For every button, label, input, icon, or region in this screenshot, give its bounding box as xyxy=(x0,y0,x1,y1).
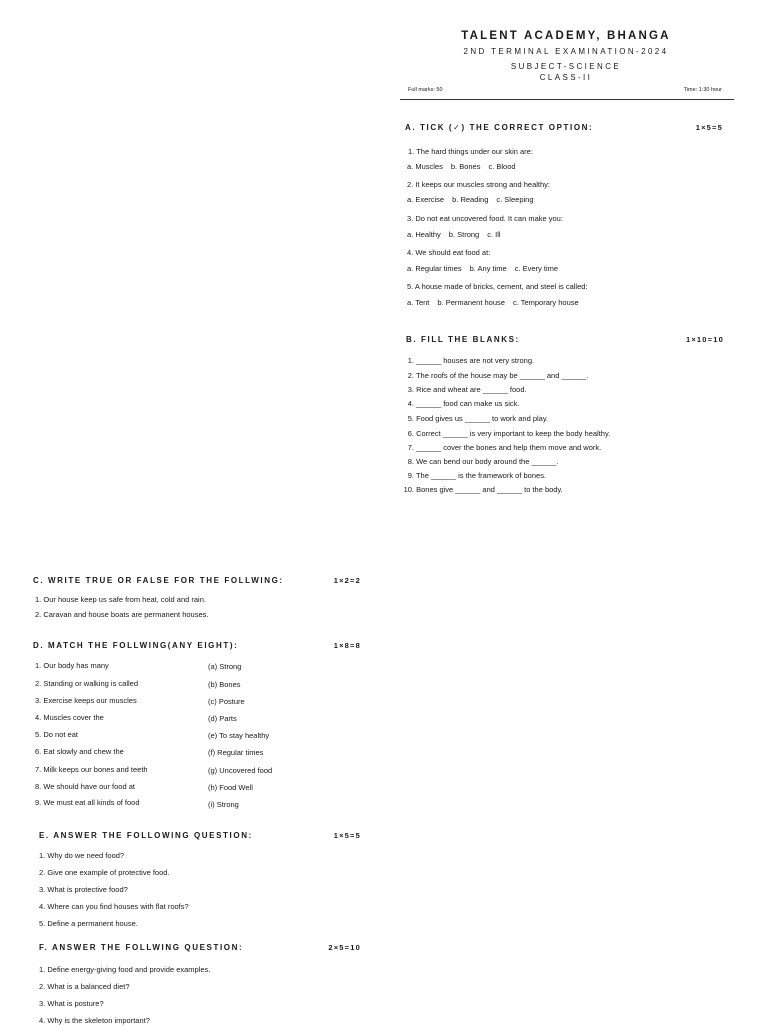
question-item: 1. Why do we need food? xyxy=(39,851,125,860)
true-false-item: 2. Caravan and house boats are permanent houses. xyxy=(35,610,209,619)
question-text: 5. A house made of bricks, cement, and steel is called: xyxy=(407,282,588,291)
match-right-item: (b) Bones xyxy=(208,680,241,689)
match-right-item: (a) Strong xyxy=(208,662,242,671)
fill-blank-item: 6. Correct ______ is very important to keep the body healthy. xyxy=(407,429,611,438)
option-list xyxy=(407,162,524,172)
option-list xyxy=(407,264,566,274)
exam-title: 2ND TERMINAL EXAMINATION-2024 xyxy=(463,47,669,56)
match-left-item: 2. Standing or walking is called xyxy=(35,679,138,688)
match-right-item: (h) Food Well xyxy=(208,783,253,792)
option: c. Ill xyxy=(487,230,501,239)
match-right-item: (f) Regular times xyxy=(208,748,264,757)
section-d-title: D. MATCH THE FOLLWING(ANY EIGHT): xyxy=(33,641,239,650)
fill-blank-item: 9. The ______ is the framework of bones. xyxy=(407,471,547,480)
match-left-item: 5. Do not eat xyxy=(35,730,78,739)
section-d-marks: 1×8=8 xyxy=(333,641,361,650)
option-list xyxy=(407,298,587,308)
question-text: 4. We should eat food at: xyxy=(407,248,491,257)
fill-blank-item: 3. Rice and wheat are ______ food. xyxy=(407,385,527,394)
question-item: 1. Define energy-giving food and provide examples. xyxy=(39,965,211,974)
option: a. Tent xyxy=(407,298,430,307)
question-item: 5. Define a permanent house. xyxy=(39,919,138,928)
fill-blank-item: 10. Bones give ______ and ______ to the body. xyxy=(403,485,563,494)
section-b-title: B. FILL THE BLANKS: xyxy=(406,335,520,344)
fill-blank-item: 7. ______ cover the bones and help them move and work. xyxy=(407,443,602,452)
option: b. Bones xyxy=(450,162,481,171)
option: a. Muscles xyxy=(407,162,443,171)
subject-label: SUBJECT-SCIENCE xyxy=(510,62,622,71)
fill-blank-item: 1. ______ houses are not very strong. xyxy=(407,356,535,365)
section-a-marks: 1×5=5 xyxy=(695,123,723,132)
match-left-item: 9. We must eat all kinds of food xyxy=(35,798,140,807)
class-label: CLASS-II xyxy=(539,73,593,82)
question-text: 2. It keeps our muscles strong and healthy: xyxy=(407,180,550,189)
question-item: 2. Give one example of protective food. xyxy=(39,868,170,877)
fill-blank-item: 5. Food gives us ______ to work and play. xyxy=(407,414,549,423)
match-left-item: 7. Milk keeps our bones and teeth xyxy=(35,765,148,774)
section-c-title: C. WRITE TRUE OR FALSE FOR THE FOLLWING: xyxy=(33,576,284,585)
fill-blank-item: 2. The roofs of the house may be ______ and ______. xyxy=(407,371,589,380)
question-item: 4. Where can you find houses with flat roofs? xyxy=(39,902,189,911)
exam-time: Time: 1:30 hour xyxy=(683,87,722,93)
section-e-title: E. ANSWER THE FOLLOWING QUESTION: xyxy=(39,831,253,840)
match-left-item: 1. Our body has many xyxy=(35,661,109,670)
option: b. Reading xyxy=(452,195,489,204)
option-list xyxy=(407,195,542,205)
option: a. Healthy xyxy=(407,230,441,239)
question-item: 2. What is a balanced diet? xyxy=(39,982,130,991)
school-name: TALENT ACADEMY, BHANGA xyxy=(461,30,671,42)
option: b. Strong xyxy=(448,230,480,239)
option: c. Every time xyxy=(514,264,559,273)
section-a-title: A. TICK (✓) THE CORRECT OPTION: xyxy=(405,123,594,132)
match-right-item: (c) Posture xyxy=(208,697,245,706)
section-f-title: F. ANSWER THE FOLLWING QUESTION: xyxy=(39,943,244,952)
fill-blank-item: 4. ______ food can make us sick. xyxy=(407,399,520,408)
question-text: 1. The hard things under our skin are: xyxy=(408,147,533,156)
full-marks: Full marks: 50 xyxy=(408,87,443,93)
question-item: 3. What is posture? xyxy=(39,999,104,1008)
section-e-marks: 1×5=5 xyxy=(333,831,361,840)
option: c. Temporary house xyxy=(512,298,579,307)
question-item: 3. What is protective food? xyxy=(39,885,128,894)
option: c. Blood xyxy=(488,162,516,171)
match-right-item: (e) To stay healthy xyxy=(208,731,270,740)
section-b-marks: 1×10=10 xyxy=(685,335,724,344)
option: c. Sleeping xyxy=(496,195,534,204)
match-left-item: 3. Exercise keeps our muscles xyxy=(35,696,137,705)
option: b. Any time xyxy=(469,264,507,273)
option: a. Exercise xyxy=(407,195,445,204)
option: b. Permanent house xyxy=(437,298,505,307)
option-list xyxy=(407,230,509,240)
match-right-item: (i) Strong xyxy=(208,800,239,809)
match-right-item: (g) Uncovered food xyxy=(208,766,273,775)
match-left-item: 6. Eat slowly and chew the xyxy=(35,747,124,756)
fill-blank-item: 8. We can bend our body around the ______. xyxy=(407,457,559,466)
header-divider xyxy=(400,99,734,100)
section-c-marks: 1×2=2 xyxy=(333,576,361,585)
section-f-marks: 2×5=10 xyxy=(328,943,361,952)
question-text: 3. Do not eat uncovered food. It can make you: xyxy=(407,214,563,223)
option: a. Regular times xyxy=(407,264,462,273)
match-left-item: 8. We should have our food at xyxy=(35,782,135,791)
true-false-item: 1. Our house keep us safe from heat, cold and rain. xyxy=(35,595,206,604)
match-left-item: 4. Muscles cover the xyxy=(35,713,104,722)
match-right-item: (d) Parts xyxy=(208,714,237,723)
question-item: 4. Why is the skeleton important? xyxy=(39,1016,150,1025)
